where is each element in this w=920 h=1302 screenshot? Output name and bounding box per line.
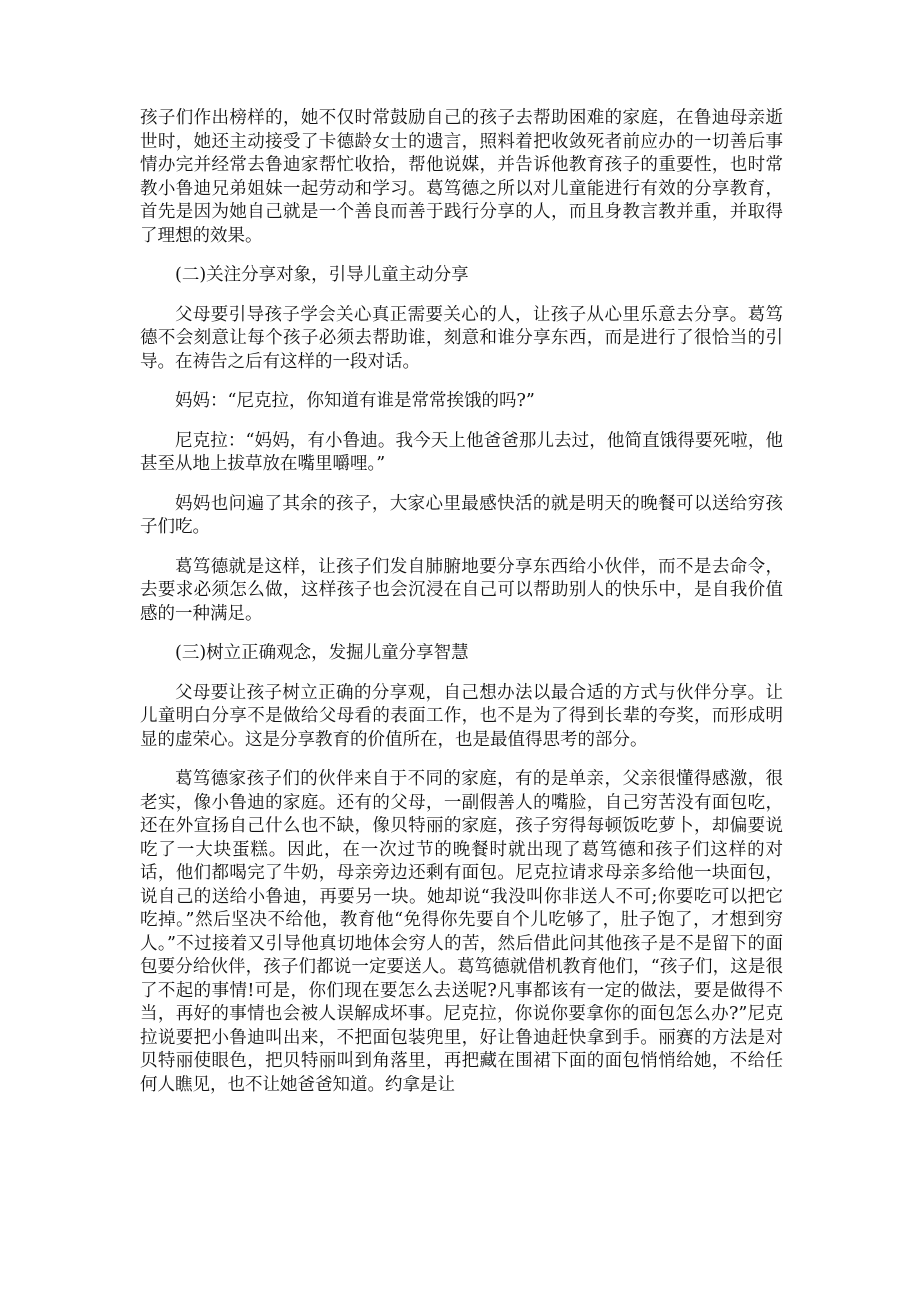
paragraph: 葛笃德家孩子们的伙伴来自于不同的家庭，有的是单亲，父亲很懂得感激，很老实，像小鲁迪的家庭。还有的父母，一副假善人的嘴脸，自己穷苦没有面包吃，还在外宣扬自己什么也不缺，像贝特丽的家庭，孩子穷得每顿饭吃萝卜，却偏要说吃了一大块蛋糕。因此，在一次过节的晚餐时就出现了葛笃德和孩子们这样的对话，他们都喝完了牛奶，母亲旁边还剩有面包。尼克拉请求母亲多给他一块面包，说自己的送给小鲁迪，再要另一块。她却说“我没叫你非送人不可;你要吃可以把它吃掉。”然后坚决不给他，教育他“免得你先要自个儿吃够了，肚子饱了，才想到穷人。”不过接着又引导他真切地体会穷人的苦，然后借此问其他孩子是不是留下的面包要分给伙伴，孩子们都说一定要送人。葛笃德就借机教育他们，“孩子们，这是很了不起的事情!可是，你们现在要怎么去送呢?凡事都该有一定的做法，要是做得不当，再好的事情也会被人误解成坏事。尼克拉，你说你要拿你的面包怎么办?”尼克拉说要把小鲁迪叫出来，不把面包装兜里，好让鲁迪赶快拿到手。丽赛的方法是对贝特丽使眼色，把贝特丽叫到角落里，再把藏在围裙下面的面包悄悄给她，不给任何人瞧见，也不让她爸爸知道。约拿是让 (140, 769, 783, 1095)
paragraph: 葛笃德就是这样，让孩子们发自肺腑地要分享东西给小伙伴，而不是去命令，去要求必须怎么做，这样孩子也会沉浸在自己可以帮助别人的快乐中，是自我价值感的一种满足。 (140, 556, 783, 624)
document-body (140, 107, 783, 1113)
section-heading-3: (三)树立正确观念，发掘儿童分享智慧 (175, 643, 469, 663)
paragraph: 父母要让孩子树立正确的分享观，自己想办法以最合适的方式与伙伴分享。让儿童明白分享不是做给父母看的表面工作，也不是为了得到长辈的夸奖，而形成明显的虚荣心。这是分享教育的价值所在，也是最值得思考的部分。 (140, 682, 783, 750)
dialogue-line: 尼克拉：“妈妈，有小鲁迪。我今天上他爸爸那儿去过，他简直饿得要死啦，他甚至从地上拔草放在嘴里嚼哩。” (140, 430, 783, 474)
paragraph-continuation: 孩子们作出榜样的，她不仅时常鼓励自己的孩子去帮助困难的家庭，在鲁迪母亲逝世时，她还主动接受了卡德龄女士的遗言，照料着把收敛死者前应办的一切善后事情办完并经常去鲁迪家帮忙收拾，帮他说媒，并告诉他教育孩子的重要性，也时常教小鲁迪兄弟姐妹一起劳动和学习。葛笃德之所以对儿童能进行有效的分享教育，首先是因为她自己就是一个善良而善于践行分享的人，而且身教言教并重，并取得了理想的效果。 (140, 108, 783, 246)
paragraph: 父母要引导孩子学会关心真正需要关心的人，让孩子从心里乐意去分享。葛笃德不会刻意让每个孩子必须去帮助谁，刻意和谁分享东西，而是进行了很恰当的引导。在祷告之后有这样的一段对话。 (140, 304, 783, 372)
dialogue-line: 妈妈：“尼克拉，你知道有谁是常常挨饿的吗?” (175, 391, 535, 411)
paragraph: 妈妈也问遍了其余的孩子，大家心里最感快活的就是明天的晚餐可以送给穷孩子们吃。 (140, 493, 783, 537)
section-heading-2: (二)关注分享对象，引导儿童主动分享 (175, 265, 469, 285)
